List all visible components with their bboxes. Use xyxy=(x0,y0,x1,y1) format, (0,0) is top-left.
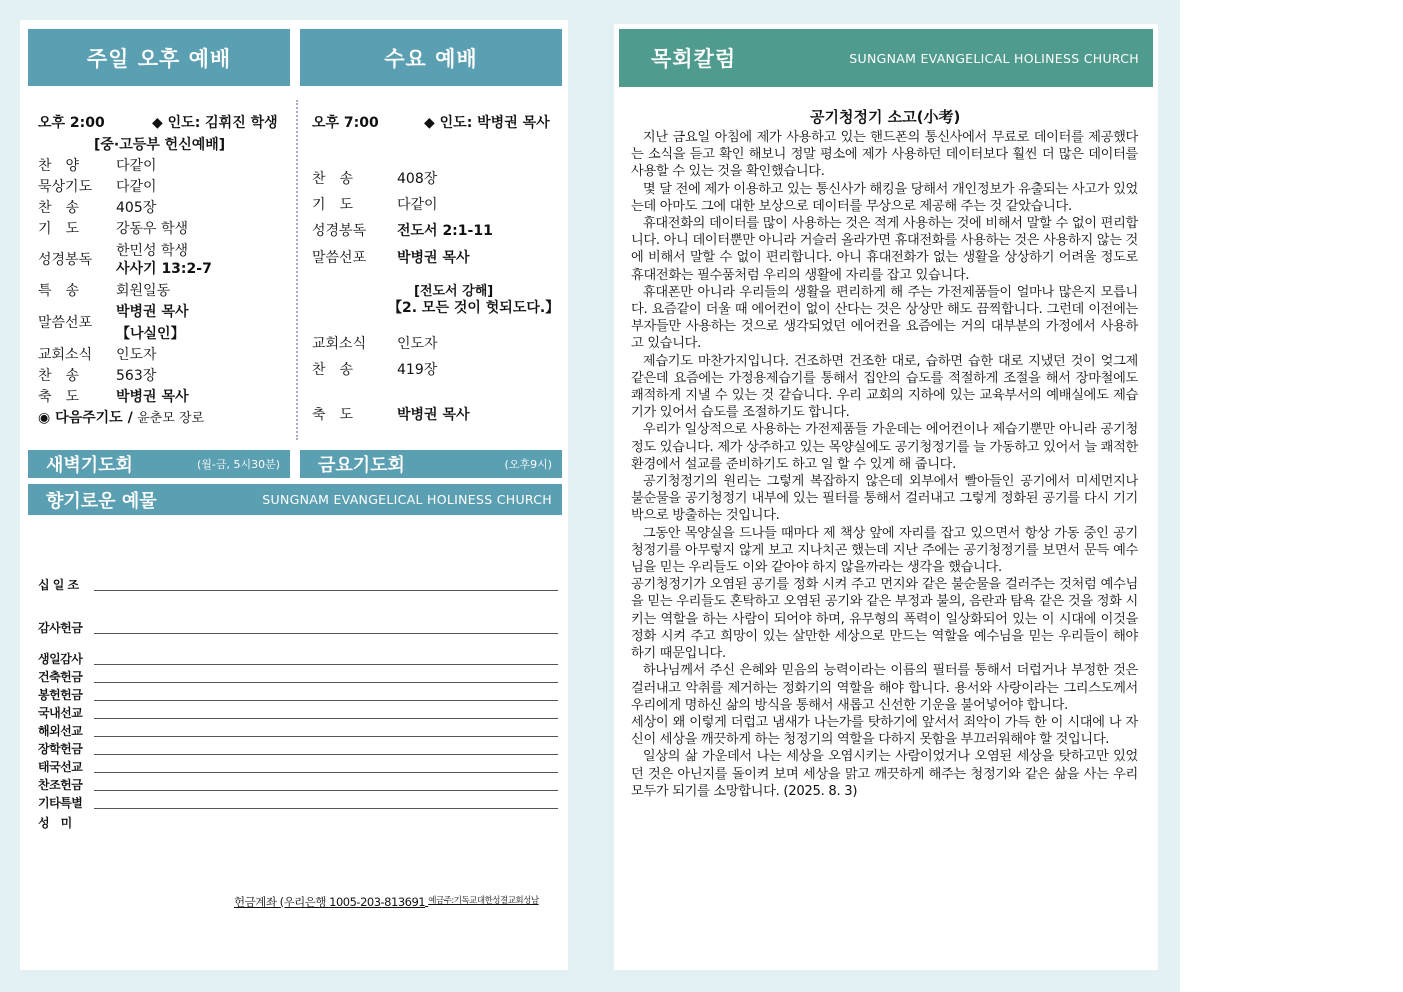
next-week-prayer: ◉ 다음주기도 / 윤춘모 장로 xyxy=(38,410,205,426)
wednesday-title: 수요 예배 xyxy=(384,46,478,71)
column-paragraph: 하나님께서 주신 은혜와 믿음의 능력이라는 이름의 필터를 통해서 더럽거나 부정한 것은 걸러내고 악취를 제거하는 정화기의 역할을 해야 합니다. 용서와 사랑이라는 그리스도께서 우리에게 명하신 삶의 방식을 통해서 새롭고 신선한 기운을 불어넣어야 합니다. xyxy=(631,663,1138,713)
column-body xyxy=(631,129,1138,800)
column-divider xyxy=(296,100,298,440)
sunday-item: 축 도 박병권 목사 xyxy=(38,389,189,405)
wednesday-item: 기 도 다같이 xyxy=(312,197,438,213)
sunday-item: 교회소식 인도자 xyxy=(38,347,157,363)
wednesday-item: 성경봉독 전도서 2:1-11 xyxy=(312,223,493,239)
offering-row: 봉헌헌금 xyxy=(38,686,558,703)
sunday-item: 묵상기도 다같이 xyxy=(38,179,157,195)
offering-row: 장학헌금 xyxy=(38,740,558,757)
sunday-item: 찬 송 563장 xyxy=(38,368,157,384)
column-paragraph: 공기청정기가 오염된 공기를 정화 시켜 주고 먼지와 같은 불순물을 걸러주는 것처럼 예수님을 믿는 우리들도 혼탁하고 오염된 공기와 같은 부정과 불의, 음란과 탐욕 같은 것을 정화 시키는 역할을 하는 사람이 되어야 하며, 유무형의 폭력이 일상화되어 있는 이 시대에 이것을 정화 시켜 주고 희망이 있는 살만한 세상으로 만드는 역할을 예수님을 믿는 우리들이 해야 하기 때문입니다. xyxy=(631,577,1138,662)
wednesday-sermon-title: 【2. 모든 것이 헛되도다.】 xyxy=(388,300,560,316)
dawn-prayer-title: 새벽기도회 xyxy=(46,455,133,476)
wednesday-item: 말씀선포 박병권 목사 xyxy=(312,250,470,266)
offering-row: 감사헌금 xyxy=(38,619,558,636)
column-title: 공기청정기 소고(小考) xyxy=(810,108,961,126)
column-paragraph: 일상의 삶 가운데서 나는 세상을 오염시키는 사람이었거나 오염된 세상을 탓하고만 있었던 것은 아닌지를 돌이켜 보며 세상을 맑고 깨끗하게 해주는 청정기와 같은 삶을 사는 우리 모두가 되기를 소망합니다. (2025. 8. 3) xyxy=(631,749,1138,799)
offering-row: 기타특별 xyxy=(38,794,558,811)
wednesday-item: 교회소식 인도자 xyxy=(312,336,438,352)
friday-prayer-title: 금요기도회 xyxy=(318,455,405,476)
sunday-item: 찬 송 405장 xyxy=(38,200,157,216)
offering-row: 십 일 조 xyxy=(38,576,558,593)
dawn-prayer-time: (월-금, 5시30분) xyxy=(196,458,280,471)
offering-row: 해외선교 xyxy=(38,722,558,739)
sunday-item: 기 도 강동우 학생 xyxy=(38,221,189,237)
column-paragraph: 지난 금요일 아침에 제가 사용하고 있는 핸드폰의 통신사에서 무료로 데이터를 제공했다는 소식을 듣고 확인 해보니 정말 평소에 제가 사용하던 데이터보다 훨씬 더 많은 데이터를 사용할 수 있는 것을 확인했습니다. xyxy=(631,130,1138,180)
column-header xyxy=(619,29,1153,87)
wednesday-header xyxy=(300,29,562,86)
sunday-item: 특 송 회원일동 xyxy=(38,283,171,299)
offering-church-name: SUNGNAM EVANGELICAL HOLINESS CHURCH xyxy=(262,492,552,507)
offering-account: 헌금계좌 (우리은행 1005-203-813691 예금주:기독교대한성결교회성남 xyxy=(234,895,539,909)
column-paragraph: 휴대전화의 데이터를 많이 사용하는 것은 적게 사용하는 것에 비해서 말할 수 없이 편리합니다. 아니 데이터뿐만 아니라 거슬러 올라가면 휴대전화를 사용하는 것은 사용하지 않는 것에 비해서 말할 수 없이 편리합니다. 아니 휴대전화가 없는 생활을 상상하기 어려울 정도로 휴대전화는 필수품처럼 우리의 생활에 자리를 잡고 있습니다. xyxy=(631,216,1138,283)
offering-title: 향기로운 예물 xyxy=(46,490,157,512)
column-paragraph: 그동안 목양실을 드나들 때마다 제 책상 앞에 자리를 잡고 있으면서 항상 가동 중인 공기청정기를 아무렇지 않게 보고 지나치곤 했는데 지난 주에는 공기청정기를 보면서 문득 예수님을 믿는 우리들도 이와 같아야 하지 않을까라는 생각을 했습니다. xyxy=(631,525,1138,576)
offering-row: 태국선교 xyxy=(38,758,558,775)
offering-banner xyxy=(28,484,562,515)
column-paragraph: 몇 달 전에 제가 이용하고 있는 통신사가 해킹을 당해서 개인정보가 유출되는 사고가 있었는데 아마도 그에 대한 보상으로 데이터를 무상으로 제공해 주는 것 같았습니다. xyxy=(631,181,1138,214)
sunday-sermon-title: 【나실인】 xyxy=(116,326,185,342)
sunday-item: 찬 양 다같이 xyxy=(38,158,157,174)
sunday-scripture: 사사기 13:2-7 xyxy=(116,261,212,277)
sunday-leader: ◆ 인도: 김휘진 학생 xyxy=(152,115,278,131)
offering-row: 생일감사 xyxy=(38,650,558,667)
friday-prayer-time: (오후9시) xyxy=(504,458,552,471)
wednesday-item: 찬 송 408장 xyxy=(312,171,438,187)
sunday-item: 말씀선포 xyxy=(38,315,93,331)
column-church-name: SUNGNAM EVANGELICAL HOLINESS CHURCH xyxy=(849,50,1139,66)
sunday-afternoon-header xyxy=(28,29,290,86)
offering-row: 국내선교 xyxy=(38,704,558,721)
column-paragraph: 휴대폰만 아니라 우리들의 생활을 편리하게 해 주는 가전제품들이 얼마나 많은지 모릅니다. 요즘같이 더울 때 에어컨이 없이 산다는 것은 상상만 해도 끔찍합니다. 그런데 이전에는 부자들만 사용하는 것으로 생각되었던 에어컨을 요즘에는 거의 대부분의 가정에서 사용하고 있습니다. xyxy=(631,284,1138,352)
wednesday-time: 오후 7:00 xyxy=(312,115,379,131)
sunday-item: 성경봉독 xyxy=(38,252,93,268)
sunday-reader: 한민성 학생 xyxy=(116,243,189,259)
column-paragraph: 우리가 일상적으로 사용하는 가전제품들 가운데는 에어컨이나 제습기뿐만 아니라 공기청정도 있습니다. 제가 상주하고 있는 목양실에도 공기청정기를 늘 가동하고 있어서 늘 쾌적한 환경에서 설교를 준비하기도 하고 일 할 수 있게 해 줍니다. xyxy=(631,422,1138,472)
wednesday-sermon-series: [전도서 강해] xyxy=(414,284,494,299)
offering-row: 성 미 xyxy=(38,816,72,830)
wednesday-leader: ◆ 인도: 박병권 목사 xyxy=(424,115,550,131)
column-header-title: 목회칼럼 xyxy=(651,47,737,71)
column-paragraph: 제습기도 마찬가지입니다. 건조하면 건조한 대로, 습하면 습한 대로 지냈던 것이 엊그제 같은데 요즘에는 가정용제습기를 통해서 집안의 습도를 적절하게 조절을 해서 장마철에도 쾌적하게 지낼 수 있는 것 같습니다. 우리 교회의 지하에 있는 교육부서의 예배실에도 제습기가 있어서 습도를 조절하기도 합니다. xyxy=(631,353,1138,421)
sunday-time: 오후 2:00 xyxy=(38,115,105,131)
dawn-prayer-banner xyxy=(28,450,290,478)
column-paragraph: 공기청정기의 원리는 그렇게 복잡하지 않은데 외부에서 빨아들인 공기에서 미세먼지나 불순물을 공기청정기 내부에 있는 필터를 통해서 걸러내고 그렇게 정화된 공기를 다시 기기 박으로 방출하는 것입니다. xyxy=(631,474,1138,524)
sunday-subtitle: [중·고등부 헌신예배] xyxy=(94,137,226,153)
column-paragraph: 세상이 왜 이렇게 더럽고 냄새가 나는가를 탓하기에 앞서서 죄악이 가득 한 이 시대에 나 자신이 세상을 깨끗하게 하는 청정기의 역할을 다하지 못함을 부끄러워해야 할 것입니다. xyxy=(631,714,1138,748)
friday-prayer-banner xyxy=(300,450,562,478)
wednesday-item: 축 도 박병권 목사 xyxy=(312,407,470,423)
sunday-afternoon-title: 주일 오후 예배 xyxy=(86,46,232,71)
wednesday-item: 찬 송 419장 xyxy=(312,362,438,378)
offering-row: 찬조헌금 xyxy=(38,776,558,793)
sunday-preacher: 박병권 목사 xyxy=(116,304,189,320)
offering-row: 건축헌금 xyxy=(38,668,558,685)
